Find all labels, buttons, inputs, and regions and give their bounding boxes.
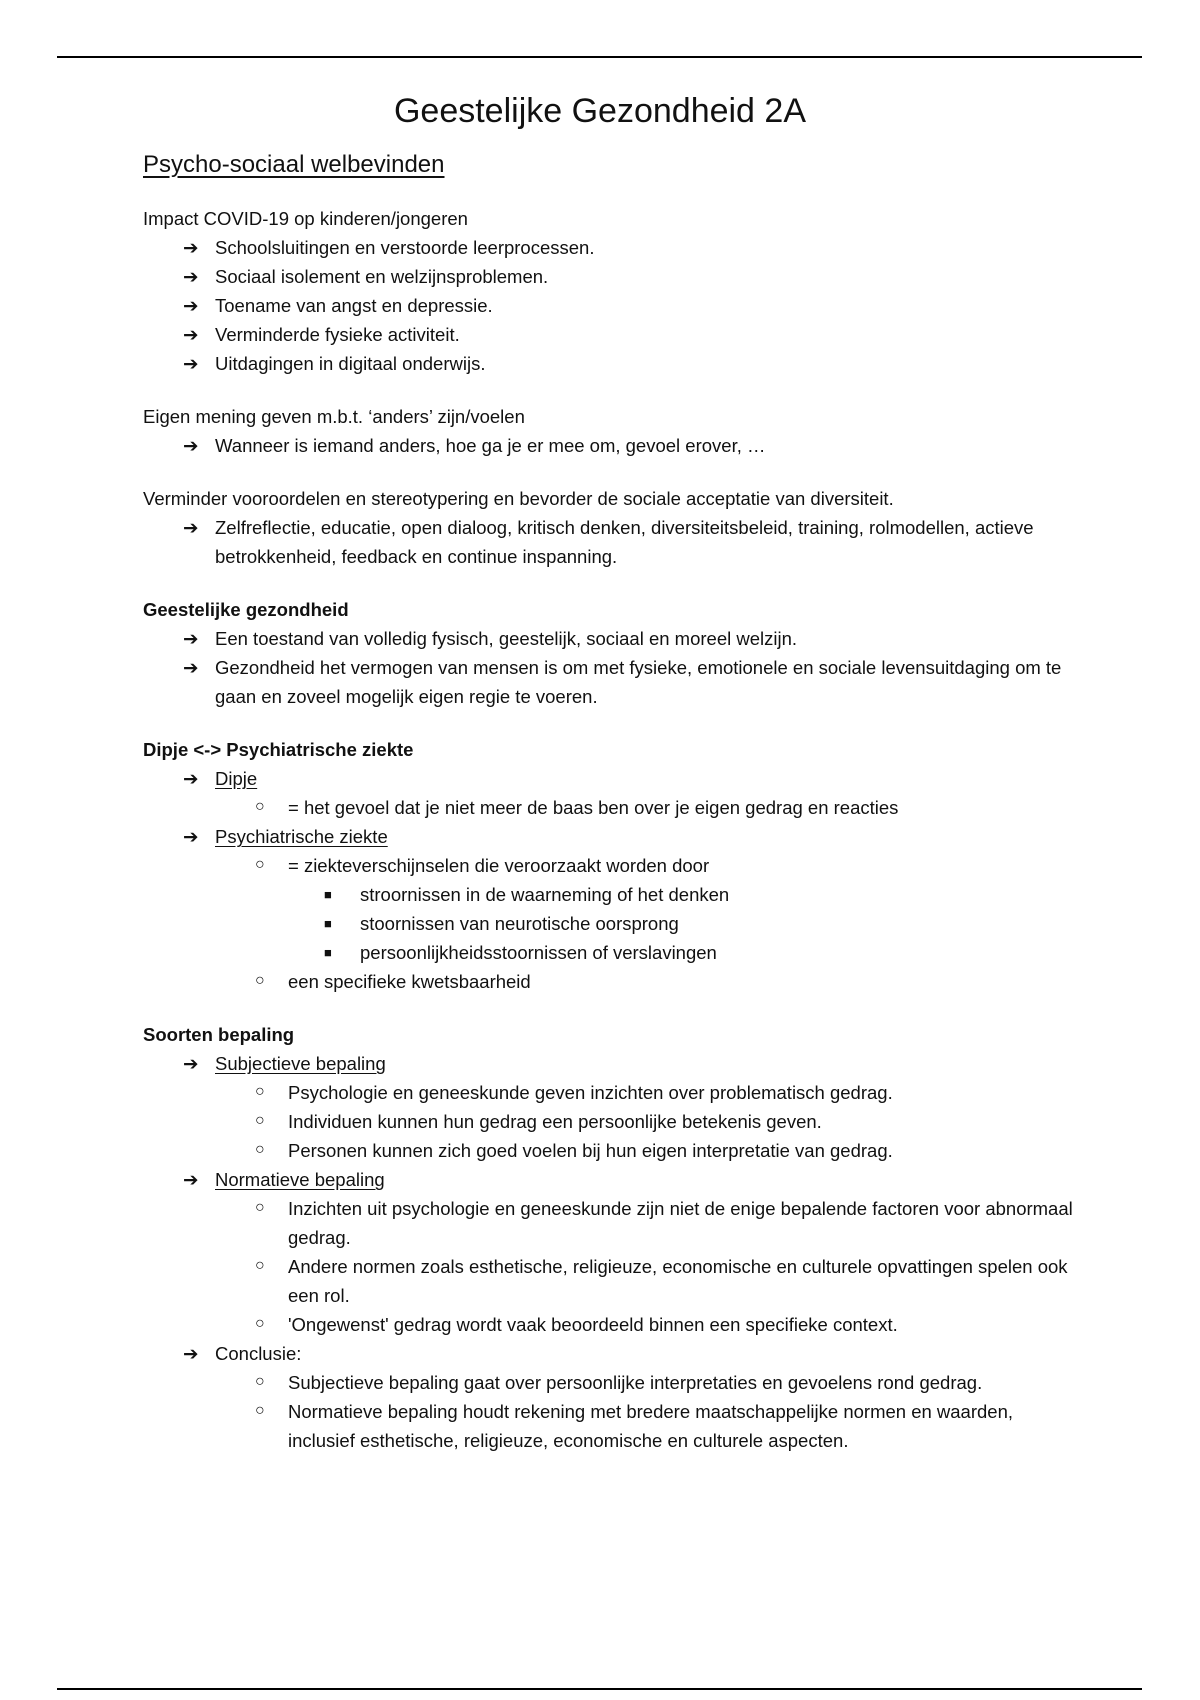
list-item: ➔ Conclusie: xyxy=(143,1339,1083,1368)
list-item: ➔ Subjectieve bepaling xyxy=(143,1049,1083,1078)
list-item: ➔ Een toestand van volledig fysisch, geestelijk, sociaal en moreel welzijn. xyxy=(143,624,1083,653)
square-bullet-icon: ■ xyxy=(324,887,332,902)
list-item: ➔ Zelfreflectie, educatie, open dialoog, kritisch denken, diversiteitsbeleid, training, rolmodellen, actieve betrokkenheid, feedback en continue inspanning. xyxy=(143,513,1083,571)
list-item: ○ Inzichten uit psychologie en geneeskunde zijn niet de enige bepalende factoren voor abnormaal gedrag. xyxy=(143,1194,1083,1252)
list-item: ➔ Gezondheid het vermogen van mensen is om met fysieke, emotionele en sociale levensuitdaging om te gaan en zoveel mogelijk eigen regie te voeren. xyxy=(143,653,1083,711)
square-bullet-icon: ■ xyxy=(324,945,332,960)
arrow-icon: ➔ xyxy=(183,628,199,649)
list-item: ■ stoornissen van neurotische oorsprong xyxy=(143,909,1083,938)
bottom-rule xyxy=(57,1688,1142,1690)
arrow-icon: ➔ xyxy=(183,1169,199,1190)
list-item: ➔ Schoolsluitingen en verstoorde leerprocessen. xyxy=(143,233,1083,262)
square-bullet-icon: ■ xyxy=(324,916,332,931)
page-title: Geestelijke Gezondheid 2A xyxy=(393,92,807,130)
circle-bullet-icon: ○ xyxy=(255,856,265,873)
circle-bullet-icon: ○ xyxy=(255,1402,265,1419)
list-item: ➔ Dipje xyxy=(143,764,1083,793)
list-item: ➔ Normatieve bepaling xyxy=(143,1165,1083,1194)
list-item: ○ Subjectieve bepaling gaat over persoonlijke interpretaties en gevoelens rond gedrag. xyxy=(143,1368,1083,1397)
circle-bullet-icon: ○ xyxy=(255,1257,265,1274)
vooroordelen-intro: Verminder vooroordelen en stereotypering en bevorder de sociale acceptatie van diversiteit. xyxy=(143,488,894,509)
circle-bullet-icon: ○ xyxy=(255,1373,265,1390)
list-item: ○ = ziekteverschijnselen die veroorzaakt worden door xyxy=(143,851,1083,880)
list-item: ■ stroornissen in de waarneming of het denken xyxy=(143,880,1083,909)
arrow-icon: ➔ xyxy=(183,657,199,678)
list-item: ○ een specifieke kwetsbaarheid xyxy=(143,967,1083,996)
top-rule xyxy=(57,56,1142,58)
list-item: ➔ Wanneer is iemand anders, hoe ga je er mee om, gevoel erover, … xyxy=(143,431,1083,460)
list-item: ➔ Uitdagingen in digitaal onderwijs. xyxy=(143,349,1083,378)
arrow-icon: ➔ xyxy=(183,1053,199,1074)
arrow-icon: ➔ xyxy=(183,324,199,345)
covid-intro: Impact COVID-19 op kinderen/jongeren xyxy=(143,208,468,229)
bepaling-heading: Soorten bepaling xyxy=(143,1024,295,1045)
circle-bullet-icon: ○ xyxy=(255,1083,265,1100)
arrow-icon: ➔ xyxy=(183,353,199,374)
mening-intro: Eigen mening geven m.b.t. ‘anders’ zijn/voelen xyxy=(143,406,525,427)
arrow-icon: ➔ xyxy=(183,237,199,258)
list-item: ○ Personen kunnen zich goed voelen bij hun eigen interpretatie van gedrag. xyxy=(143,1136,1083,1165)
arrow-icon: ➔ xyxy=(183,435,199,456)
arrow-icon: ➔ xyxy=(183,266,199,287)
circle-bullet-icon: ○ xyxy=(255,1141,265,1158)
circle-bullet-icon: ○ xyxy=(255,972,265,989)
list-item: ○ Individuen kunnen hun gedrag een persoonlijke betekenis geven. xyxy=(143,1107,1083,1136)
list-item: ○ Andere normen zoals esthetische, religieuze, economische en culturele opvattingen spelen ook een rol. xyxy=(143,1252,1083,1310)
list-item: ○ Normatieve bepaling houdt rekening met bredere maatschappelijke normen en waarden, inclusief esthetische, religieuze, economische en culturele aspecten. xyxy=(143,1397,1083,1455)
list-item: ■ persoonlijkheidsstoornissen of verslavingen xyxy=(143,938,1083,967)
list-item: ○ = het gevoel dat je niet meer de baas ben over je eigen gedrag en reacties xyxy=(143,793,1083,822)
list-item: ○ Psychologie en geneeskunde geven inzichten over problematisch gedrag. xyxy=(143,1078,1083,1107)
circle-bullet-icon: ○ xyxy=(255,1199,265,1216)
list-item: ➔ Verminderde fysieke activiteit. xyxy=(143,320,1083,349)
circle-bullet-icon: ○ xyxy=(255,1315,265,1332)
circle-bullet-icon: ○ xyxy=(255,798,265,815)
arrow-icon: ➔ xyxy=(183,768,199,789)
document-body xyxy=(143,86,1083,1455)
dipje-heading: Dipje <-> Psychiatrische ziekte xyxy=(143,739,414,760)
circle-bullet-icon: ○ xyxy=(255,1112,265,1129)
arrow-icon: ➔ xyxy=(183,517,199,538)
section-heading: Psycho-sociaal welbevinden xyxy=(143,151,445,178)
list-item: ○ 'Ongewenst' gedrag wordt vaak beoordeeld binnen een specifieke context. xyxy=(143,1310,1083,1339)
list-item: ➔ Toename van angst en depressie. xyxy=(143,291,1083,320)
arrow-icon: ➔ xyxy=(183,295,199,316)
arrow-icon: ➔ xyxy=(183,826,199,847)
list-item: ➔ Psychiatrische ziekte xyxy=(143,822,1083,851)
gezondheid-heading: Geestelijke gezondheid xyxy=(143,599,349,620)
list-item: ➔ Sociaal isolement en welzijnsproblemen. xyxy=(143,262,1083,291)
arrow-icon: ➔ xyxy=(183,1343,199,1364)
